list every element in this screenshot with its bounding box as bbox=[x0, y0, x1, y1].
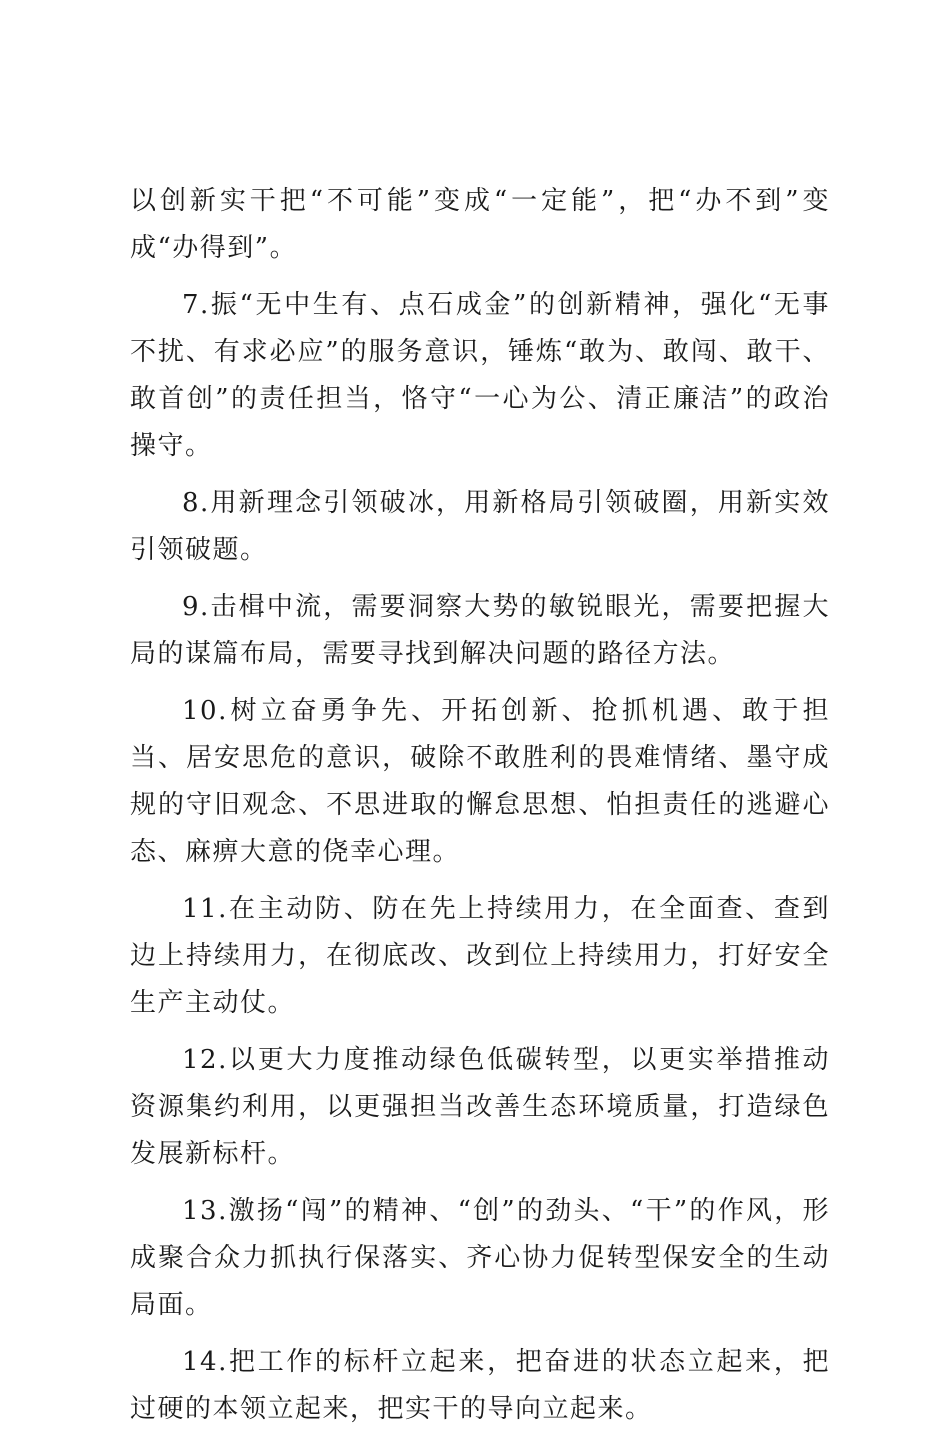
document-body bbox=[130, 178, 830, 1443]
paragraph-item-7: 7.振“无中生有、点石成金”的创新精神，强化“无事不扰、有求必应”的服务意识，锤炼“敢为、敢闯、敢干、敢首创”的责任担当，恪守“一心为公、清正廉洁”的政治操守。 bbox=[130, 290, 830, 461]
paragraph-item-11: 11.在主动防、防在先上持续用力，在全面查、查到边上持续用力，在彻底改、改到位上持续用力，打好安全生产主动仗。 bbox=[130, 894, 830, 1018]
paragraph-item-12: 12.以更大力度推动绿色低碳转型，以更实举措推动资源集约利用，以更强担当改善生态环境质量，打造绿色发展新标杆。 bbox=[130, 1045, 830, 1169]
paragraph-item-9: 9.击楫中流，需要洞察大势的敏锐眼光，需要把握大局的谋篇布局，需要寻找到解决问题的路径方法。 bbox=[130, 592, 830, 669]
paragraph-continuation: 以创新实干把“不可能”变成“一定能”，把“办不到”变成“办得到”。 bbox=[130, 186, 830, 263]
paragraph-item-14: 14.把工作的标杆立起来，把奋进的状态立起来，把过硬的本领立起来，把实干的导向立起来。 bbox=[130, 1347, 830, 1424]
paragraph-item-13: 13.激扬“闯”的精神、“创”的劲头、“干”的作风，形成聚合众力抓执行保落实、齐心协力促转型保安全的生动局面。 bbox=[130, 1196, 830, 1320]
paragraph-item-10: 10.树立奋勇争先、开拓创新、抢抓机遇、敢于担当、居安思危的意识，破除不敢胜利的畏难情绪、墨守成规的守旧观念、不思进取的懈怠思想、怕担责任的逃避心态、麻痹大意的侥幸心理。 bbox=[130, 696, 830, 867]
paragraph-item-8: 8.用新理念引领破冰，用新格局引领破圈，用新实效引领破题。 bbox=[130, 488, 830, 565]
